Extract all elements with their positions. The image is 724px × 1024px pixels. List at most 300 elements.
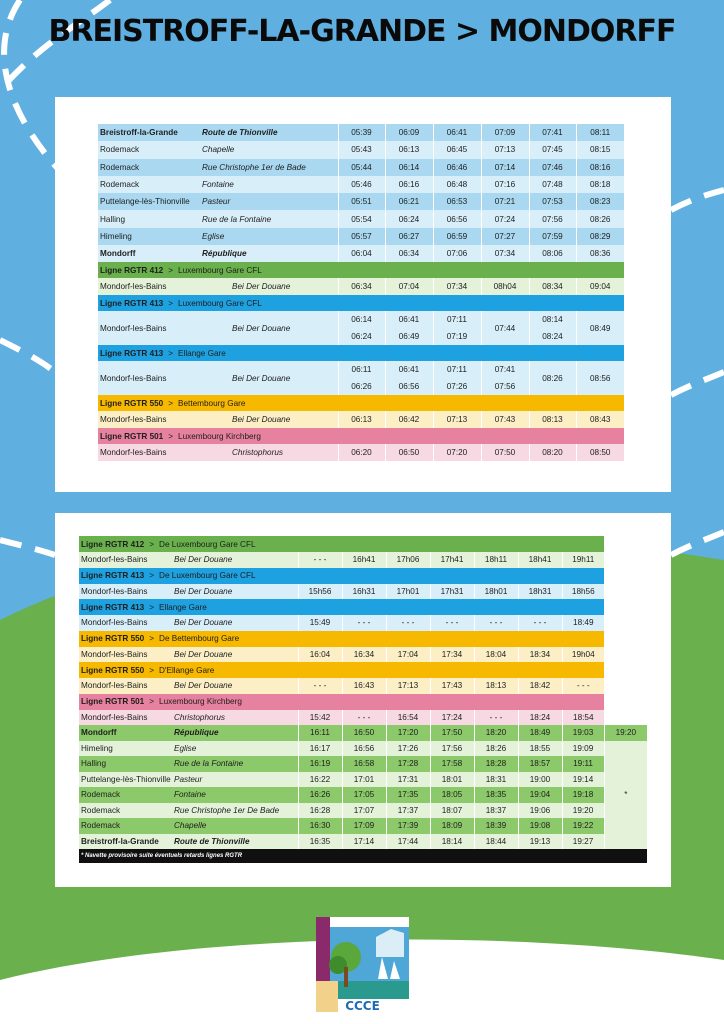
line-header [98, 395, 624, 411]
stop-name: Fontaine [172, 787, 298, 803]
departure-time: 06:13 [351, 415, 372, 425]
afternoon-timetable-panel [55, 513, 671, 887]
departure-time: 05:39 [338, 124, 385, 141]
departure-time: 19:08 [518, 818, 562, 834]
departure-time: 06:34 [351, 282, 372, 292]
departure-time: 06:42 [398, 415, 420, 425]
departure-time: 06:56 [398, 382, 420, 392]
departure-cell [481, 311, 529, 345]
stop-city: Rodemack [98, 141, 200, 158]
stop-row [98, 141, 624, 158]
stop-city: Himeling [79, 741, 172, 757]
departure-time: 16:34 [342, 647, 386, 663]
stop-row [79, 725, 647, 741]
departure-time: 16:11 [298, 725, 342, 741]
departure-time: - - - [518, 615, 562, 631]
departure-time: 08:56 [590, 373, 611, 383]
departure-cell [576, 411, 624, 428]
departure-time: 07:56 [529, 210, 576, 227]
departure-time: 07:43 [494, 415, 516, 425]
stop-row [98, 124, 624, 141]
stop-city: Himeling [98, 228, 200, 245]
departure-time: 17:31 [386, 772, 430, 788]
stop-city: Mondorf-les-Bains [79, 678, 172, 694]
departure-time: 05:51 [338, 193, 385, 210]
departure-time: 17h31 [430, 584, 474, 600]
line-header [98, 295, 624, 311]
departure-time: 15:42 [298, 710, 342, 726]
departure-time: 16:43 [342, 678, 386, 694]
departure-time: - - - [342, 615, 386, 631]
departure-time: 06:49 [398, 332, 420, 342]
departure-time: 18:34 [518, 647, 562, 663]
departure-cell [433, 278, 481, 295]
direction-arrow: > [149, 571, 155, 580]
departure-time: 07:20 [446, 448, 468, 458]
departure-time: 18h01 [474, 584, 518, 600]
line-header-row [79, 536, 647, 552]
departure-time: 06:41 [433, 124, 481, 141]
departure-time: 16:56 [342, 741, 386, 757]
departure-time: 08:26 [576, 210, 624, 227]
departure-time: 19:22 [562, 818, 604, 834]
departure-time: 07:48 [529, 176, 576, 193]
stop-name: Bei Der Douane [172, 678, 298, 694]
departure-time: 08:23 [576, 193, 624, 210]
line-name: Ligne RGTR 413 [81, 571, 145, 580]
departure-time: - - - [474, 615, 518, 631]
departure-time: 06:21 [385, 193, 433, 210]
departure-time: 07:19 [446, 332, 468, 342]
stop-city: Puttelange-lès-Thionville [79, 772, 172, 788]
shuttle-footnote: * Navette provisoire suite éventuels retards lignes RGTR [79, 849, 647, 863]
departure-cell [529, 311, 576, 345]
stop-city: Mondorff [79, 725, 172, 741]
departure-time: 07:44 [494, 323, 516, 333]
line-header-row [98, 345, 624, 361]
departure-time: 16:50 [342, 725, 386, 741]
line-header [79, 694, 604, 710]
departure-time: 06:56 [433, 210, 481, 227]
stop-row [79, 787, 647, 803]
departure-time: 07:45 [529, 141, 576, 158]
connection-row [79, 710, 647, 726]
direction-arrow: > [149, 697, 155, 706]
departure-time: - - - [298, 678, 342, 694]
departure-time: 18:42 [518, 678, 562, 694]
stop-row [79, 834, 647, 850]
departure-time: 19:20 [562, 803, 604, 819]
departure-time: 07:53 [529, 193, 576, 210]
departure-time: 16:17 [298, 741, 342, 757]
stop-row [98, 228, 624, 245]
departure-time: - - - [474, 710, 518, 726]
departure-time: - - - [342, 710, 386, 726]
departure-time: 18:26 [474, 741, 518, 757]
departure-cell [385, 444, 433, 461]
stop-name: Bei Der Douane [172, 552, 298, 568]
direction-arrow: > [168, 348, 174, 358]
connection-row [98, 361, 624, 395]
departure-cell [576, 311, 624, 345]
line-name: Ligne RGTR 412 [81, 539, 145, 549]
line-destination: Luxembourg Kirchberg [159, 697, 242, 706]
departure-cell [529, 444, 576, 461]
stop-name: Christophorus [172, 710, 298, 726]
departure-time: 18:01 [430, 772, 474, 788]
line-name: Ligne RGTR 413 [81, 602, 145, 612]
departure-time: 06:09 [385, 124, 433, 141]
line-header [98, 428, 624, 444]
departure-cell [385, 278, 433, 295]
departure-time: 06:48 [433, 176, 481, 193]
departure-cell [338, 278, 385, 295]
departure-time: 18:39 [474, 818, 518, 834]
departure-cell [576, 444, 624, 461]
departure-time: 18:57 [518, 756, 562, 772]
departure-time: 06:46 [433, 159, 481, 176]
departure-time: 07:11 [447, 365, 467, 375]
departure-time: 18:49 [518, 725, 562, 741]
stop-row [98, 210, 624, 227]
departure-time: 17:37 [386, 803, 430, 819]
direction-arrow: > [168, 298, 174, 308]
direction-arrow: > [149, 634, 155, 643]
line-destination: Bettembourg Gare [178, 398, 246, 408]
departure-time: 06:50 [398, 448, 420, 458]
direction-arrow: > [168, 265, 174, 275]
stop-city: Rodemack [79, 787, 172, 803]
departure-time: 06:53 [433, 193, 481, 210]
line-destination: De Luxembourg Gare CFL [159, 571, 256, 580]
departure-time: 07:34 [446, 282, 468, 292]
departure-cell [385, 361, 433, 395]
departure-time: - - - [562, 678, 604, 694]
morning-timetable-panel [55, 97, 671, 492]
line-header-row [79, 599, 647, 615]
departure-cell [338, 444, 385, 461]
departure-time: 17h01 [386, 584, 430, 600]
departure-time: 06:24 [385, 210, 433, 227]
departure-time: 06:11 [351, 365, 372, 375]
stop-city: Mondorf-les-Bains [98, 311, 200, 345]
departure-time: 06:20 [351, 448, 372, 458]
departure-time: 08h04 [493, 282, 517, 292]
departure-time: 07:50 [494, 448, 516, 458]
departure-time: 19:27 [562, 834, 604, 850]
line-name: Ligne RGTR 501 [100, 431, 164, 441]
departure-time: 16:19 [298, 756, 342, 772]
departure-time: 08:18 [576, 176, 624, 193]
departure-time: 16h41 [342, 552, 386, 568]
departure-time: 19:06 [518, 803, 562, 819]
departure-time: 17:07 [342, 803, 386, 819]
line-header [79, 662, 604, 678]
connection-row [79, 584, 647, 600]
departure-time: 09:04 [590, 282, 611, 292]
line-destination: Luxembourg Gare CFL [178, 265, 262, 275]
departure-time: 17:09 [342, 818, 386, 834]
departure-time: 18:24 [518, 710, 562, 726]
departure-time: 08:11 [576, 124, 624, 141]
departure-time: 18:14 [430, 834, 474, 850]
departure-time: 07:04 [398, 282, 420, 292]
departure-time: 17:24 [430, 710, 474, 726]
departure-time: 19:11 [562, 756, 604, 772]
stop-city: Mondorf-les-Bains [79, 552, 172, 568]
departure-time: 18:20 [474, 725, 518, 741]
departure-time: 08:34 [542, 282, 563, 292]
departure-time: 06:14 [385, 159, 433, 176]
stop-name: Pasteur [172, 772, 298, 788]
stop-row [98, 176, 624, 193]
stop-city: Mondorff [98, 245, 200, 262]
stop-row [98, 193, 624, 210]
line-header-row [79, 662, 647, 678]
ccce-logo [316, 917, 409, 1012]
departure-time: 16:04 [298, 647, 342, 663]
departure-time: 07:34 [481, 245, 529, 262]
departure-time: 05:54 [338, 210, 385, 227]
departure-time: 17:58 [430, 756, 474, 772]
departure-time: 06:34 [385, 245, 433, 262]
stop-name: Chapelle [172, 818, 298, 834]
line-header [79, 631, 604, 647]
departure-time: 16:35 [298, 834, 342, 850]
departure-time: 18:05 [430, 787, 474, 803]
stop-name: Bei Der Douane [200, 278, 338, 295]
departure-time: 17:20 [386, 725, 430, 741]
direction-arrow: > [149, 665, 155, 675]
departure-time: 18:07 [430, 803, 474, 819]
stop-city: Breistroff-la-Grande [98, 124, 200, 141]
departure-time: 05:44 [338, 159, 385, 176]
stop-city: Mondorf-les-Bains [98, 444, 200, 461]
departure-time: 18:04 [474, 647, 518, 663]
afternoon-timetable [79, 536, 647, 863]
departure-time: 07:11 [447, 315, 467, 325]
stop-name: Route de Thionville [200, 124, 338, 141]
line-name: Ligne RGTR 550 [81, 634, 145, 643]
departure-time: 08:50 [590, 448, 611, 458]
stop-name: Christophorus [200, 444, 338, 461]
departure-time: 17:05 [342, 787, 386, 803]
stop-name: Rue Christophe 1er de Bade [200, 159, 338, 176]
stop-name: Bei Der Douane [200, 311, 338, 345]
departure-time: 17h41 [430, 552, 474, 568]
departure-cell [433, 444, 481, 461]
departure-time: 06:41 [398, 315, 420, 325]
stop-city: Mondorf-les-Bains [79, 710, 172, 726]
departure-time: 08:49 [590, 323, 611, 333]
connection-row [79, 615, 647, 631]
line-header [98, 262, 624, 278]
stop-row [98, 159, 624, 176]
line-header-row [98, 295, 624, 311]
departure-time: 19:18 [562, 787, 604, 803]
departure-time: 07:13 [446, 415, 468, 425]
departure-time: 19h04 [562, 647, 604, 663]
stop-name: Eglise [172, 741, 298, 757]
departure-time: 07:16 [481, 176, 529, 193]
departure-cell [576, 361, 624, 395]
departure-time: 08:14 [542, 315, 563, 325]
departure-time: 18:13 [474, 678, 518, 694]
stop-name: Route de Thionville [172, 834, 298, 850]
departure-time: 07:27 [481, 228, 529, 245]
stop-name: Bei Der Douane [172, 615, 298, 631]
line-name: Ligne RGTR 413 [100, 298, 164, 308]
departure-time: 16h31 [342, 584, 386, 600]
departure-time: 19:13 [518, 834, 562, 850]
direction-arrow: > [149, 539, 155, 549]
connection-row [98, 278, 624, 295]
line-header [79, 568, 604, 584]
footnote-row [79, 849, 647, 863]
stop-row [79, 818, 647, 834]
line-name: Ligne RGTR 550 [100, 398, 164, 408]
departure-time: 17:04 [386, 647, 430, 663]
departure-time: 17:35 [386, 787, 430, 803]
departure-time: 07:59 [529, 228, 576, 245]
departure-time: 07:46 [529, 159, 576, 176]
line-header-row [79, 568, 647, 584]
departure-time: 07:21 [481, 193, 529, 210]
departure-time: - - - [430, 615, 474, 631]
stop-city: Mondorf-les-Bains [79, 647, 172, 663]
departure-time: 06:45 [433, 141, 481, 158]
departure-time: 17:01 [342, 772, 386, 788]
stop-name: Fontaine [200, 176, 338, 193]
departure-time: 07:26 [446, 382, 468, 392]
line-header [79, 536, 604, 552]
departure-cell [338, 411, 385, 428]
departure-time: 18:28 [474, 756, 518, 772]
stop-city: Halling [79, 756, 172, 772]
stop-name: Rue de la Fontaine [200, 210, 338, 227]
line-name: Ligne RGTR 412 [100, 265, 164, 275]
stop-name: Bei Der Douane [200, 361, 338, 395]
departure-time: 19:09 [562, 741, 604, 757]
departure-time: 16:54 [386, 710, 430, 726]
departure-time: 07:14 [481, 159, 529, 176]
departure-time: 18h56 [562, 584, 604, 600]
departure-time: - - - [298, 552, 342, 568]
stop-name: Bei Der Douane [172, 584, 298, 600]
connection-row [79, 647, 647, 663]
departure-time: 06:59 [433, 228, 481, 245]
stop-name: Chapelle [200, 141, 338, 158]
departure-time: 18:49 [562, 615, 604, 631]
departure-time: 18h41 [518, 552, 562, 568]
departure-time: 07:06 [433, 245, 481, 262]
departure-cell [433, 411, 481, 428]
stop-name: République [200, 245, 338, 262]
stop-city: Halling [98, 210, 200, 227]
departure-time: 19:03 [562, 725, 604, 741]
departure-cell [576, 278, 624, 295]
departure-time: 18:44 [474, 834, 518, 850]
stop-city: Rodemack [79, 818, 172, 834]
departure-time: 17:13 [386, 678, 430, 694]
departure-time: 19h11 [562, 552, 604, 568]
departure-time: 08:26 [542, 373, 563, 383]
stop-city: Rodemack [98, 176, 200, 193]
connection-row [98, 411, 624, 428]
line-destination: De Bettembourg Gare [159, 634, 240, 643]
line-header [79, 599, 604, 615]
departure-time: 19:00 [518, 772, 562, 788]
departure-time: 17:43 [430, 678, 474, 694]
departure-time: 06:04 [338, 245, 385, 262]
departure-time: 08:24 [542, 332, 563, 342]
departure-cell [529, 361, 576, 395]
line-destination: Ellange Gare [159, 602, 207, 612]
departure-time: 08:29 [576, 228, 624, 245]
departure-time: 18h11 [474, 552, 518, 568]
line-destination: D'Ellange Gare [159, 665, 215, 675]
departure-time: 17:34 [430, 647, 474, 663]
stop-name: Bei Der Douane [172, 647, 298, 663]
departure-time: 05:57 [338, 228, 385, 245]
departure-time: 07:41 [529, 124, 576, 141]
departure-time: 18:37 [474, 803, 518, 819]
departure-time: 16:30 [298, 818, 342, 834]
stop-name: République [172, 725, 298, 741]
departure-time: 06:13 [385, 141, 433, 158]
stop-city: Mondorf-les-Bains [98, 278, 200, 295]
departure-time: 06:27 [385, 228, 433, 245]
stop-city: Rodemack [98, 159, 200, 176]
departure-time: 17:14 [342, 834, 386, 850]
stop-name: Rue de la Fontaine [172, 756, 298, 772]
line-header-row [98, 428, 624, 444]
connection-row [79, 678, 647, 694]
departure-time: 08:13 [542, 415, 563, 425]
stop-name: Bei Der Douane [200, 411, 338, 428]
departure-cell [385, 311, 433, 345]
departure-cell [385, 411, 433, 428]
departure-time: 08:15 [576, 141, 624, 158]
departure-time: 06:16 [385, 176, 433, 193]
departure-time: 06:26 [351, 382, 372, 392]
line-name: Ligne RGTR 413 [100, 348, 164, 358]
line-name: Ligne RGTR 501 [81, 697, 145, 706]
departure-time: 17:56 [430, 741, 474, 757]
departure-time: 06:24 [351, 332, 372, 342]
line-destination: Luxembourg Kirchberg [178, 431, 261, 441]
stop-city: Puttelange-lès-Thionville [98, 193, 200, 210]
departure-time: 19:04 [518, 787, 562, 803]
morning-timetable [98, 124, 624, 461]
departure-time: 08:36 [576, 245, 624, 262]
departure-time: 17:28 [386, 756, 430, 772]
departure-time: 08:43 [590, 415, 611, 425]
departure-time: 18h31 [518, 584, 562, 600]
departure-time: 19:14 [562, 772, 604, 788]
departure-cell [338, 361, 385, 395]
departure-time: 08:16 [576, 159, 624, 176]
departure-time: 16:22 [298, 772, 342, 788]
departure-time: 17h06 [386, 552, 430, 568]
direction-arrow: > [168, 398, 174, 408]
line-destination: De Luxembourg Gare CFL [159, 539, 256, 549]
departure-time: 07:09 [481, 124, 529, 141]
stop-name: Rue Christophe 1er De Bade [172, 803, 298, 819]
shuttle-note-mark: * [604, 741, 647, 850]
departure-time: 18:55 [518, 741, 562, 757]
direction-arrow: > [168, 431, 174, 441]
